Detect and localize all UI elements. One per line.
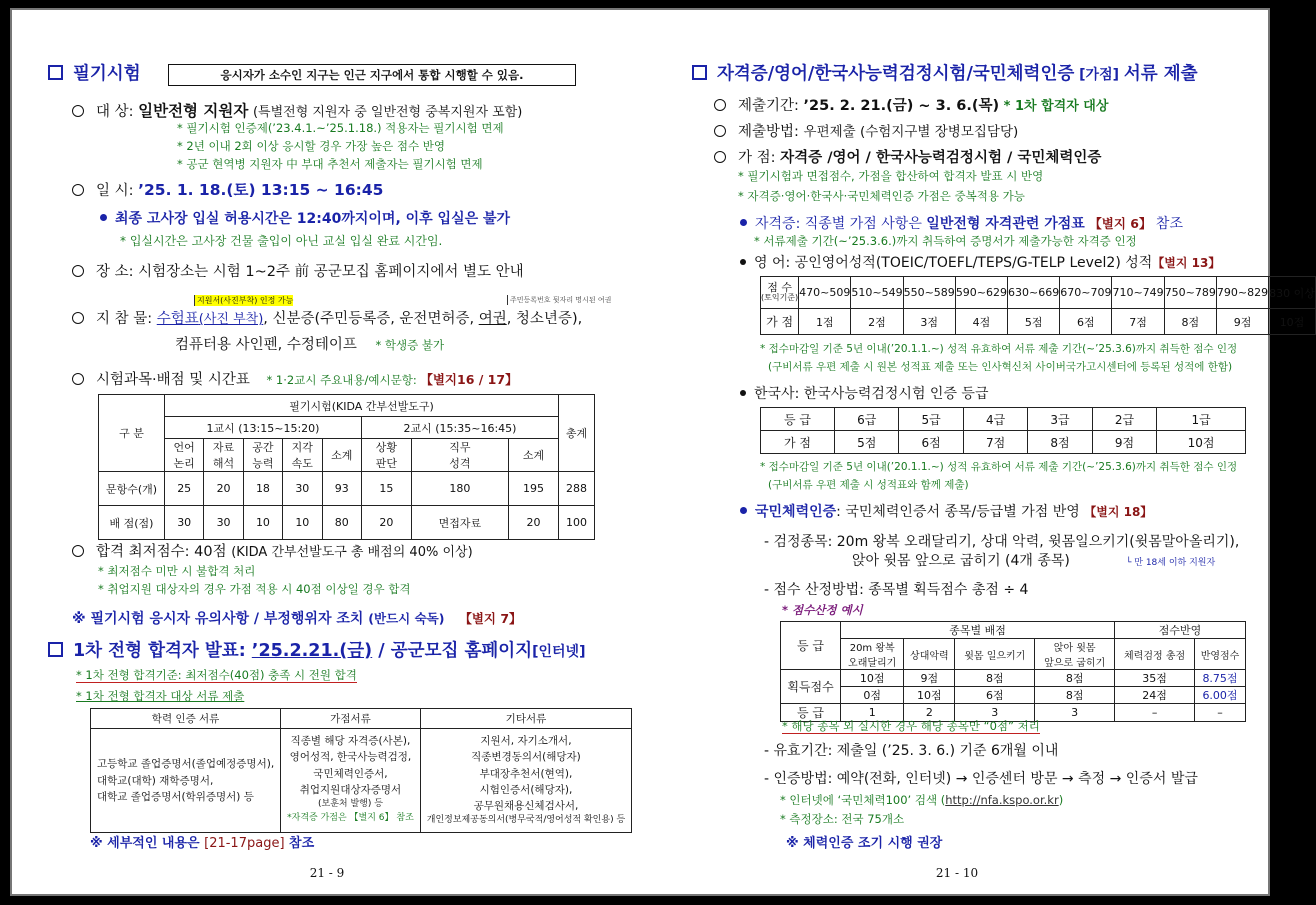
points-note-2: * 자격증·영어·한국사·국민체력인증 가점은 중복적용 가능 xyxy=(738,189,1025,203)
col-header: 종목별 배점 xyxy=(841,622,1115,639)
events-row: - 검정종목: 20m 왕복 오래달리기, 상대 악력, 윗몸일으키기(윗몸말아올리기), xyxy=(764,534,1240,550)
section-documents-title: 자격증/영어/한국사능력검정시험/국민체력인증 [가점] 서류 제출 xyxy=(692,60,1198,85)
other-docs-cell: 지원서, 자기소개서, 직종변경동의서(해당자) 부대장추천서(현역), 시험인증서(해당자), 공무원채용신체검사서, 개인정보제공동의서(병무국적/영어성적 확인용) 등 xyxy=(420,729,631,833)
subjects-row: 시험과목·배점 및 시간표 * 1·2교시 주요내용/예시문항: 【별지16 / 17】 xyxy=(72,368,518,389)
col-header: 점수반영 xyxy=(1115,622,1246,639)
col-header: 학력 인증 서류 xyxy=(91,709,281,729)
table-header: 1교시 (13:15~15:20) xyxy=(165,417,362,439)
nfa-link[interactable]: http://nfa.kspo.or.kr xyxy=(945,793,1059,807)
circle-bullet-icon xyxy=(714,125,726,137)
row-header: 등 급 xyxy=(761,408,835,431)
table-header: 필기시험(KIDA 간부선발도구) xyxy=(165,395,559,417)
square-bullet-icon xyxy=(48,642,63,657)
fitness-row: 국민체력인증: 국민체력인증서 종목/등급별 가점 반영 【별지 18】 xyxy=(740,501,1152,521)
english-row: 영 어: 공인영어성적(TOEIC/TOEFL/TEPS/G-TELP Level2) 성적【별지 13】 xyxy=(740,252,1220,272)
how-note-1: * 인터넷에 ‘국민체력100’ 검색 (http://nfa.kspo.or.kr) xyxy=(780,793,1064,807)
circle-bullet-icon xyxy=(72,265,84,277)
dot-bullet-icon xyxy=(740,259,746,265)
col-header: 자료 해석 xyxy=(204,439,243,472)
table-row: 문항수(개) 25 20 18 30 93 15 180 195 288 xyxy=(99,472,595,506)
page-right xyxy=(642,10,1315,898)
col-header: 소계 xyxy=(322,439,361,472)
history-grade-table: 등 급 6급 5급 4급 3급 2급 1급 가 점 5점 6점 7점 8점 9점 10점 xyxy=(760,407,1246,454)
english-score-table: 점 수 (토익기준) 470~509 510~549 550~589 590~629 630~669 670~709 710~749 750~789 790~829 830 이상 가 점 1점 2점 3점 4점 5점 6점 7점 8점 9점 10점 xyxy=(760,276,1316,335)
items-row: 지 참 물: 수험표(사진 부착), 신분증(주민등록증, 운전면허증, 여권, 청소년증), xyxy=(72,307,582,328)
id-note-highlight: 지원서(사진부착) 인정 가능 xyxy=(194,295,293,306)
exam-schedule-table xyxy=(98,394,595,540)
detail-ref: ※ 세부적인 내용은 [21-17page] 참조 xyxy=(90,836,315,851)
cert-row: 자격증: 직종별 가점 사항은 일반전형 자격관련 가점표 【별지 6】 참조 xyxy=(740,213,1183,233)
fitness-score-table: 등 급 종목별 배점 점수반영 20m 왕복 오래달리기 상대악력 윗몸 일으키기 앉아 윗몸 앞으로 굽히기 체력검정 총점 반영점수 획득점수 10점 9점 8점 8점 35점 8.75점 0점 10점 6점 8점 24점 6.00점 등 급 1 2 3 3 – – xyxy=(780,621,1246,722)
calc-row: - 점수 산정방법: 종목별 획득점수 총점 ÷ 4 xyxy=(764,582,1029,598)
date-row: 일 시: ’25. 1. 18.(토) 13:15 ~ 16:45 xyxy=(72,178,383,200)
cert-note: * 서류제출 기간(~’25.3.6.)까지 취득하여 증명서가 제출가능한 자격증 인정 xyxy=(754,234,1137,248)
calc-example-label: * 점수산정 예시 xyxy=(782,603,863,617)
items-row-2: 컴퓨터용 사인펜, 수정테이프 * 학생증 불가 xyxy=(175,337,445,353)
col-header: 직무 성격 xyxy=(411,439,508,472)
recommend-line: ※ 체력인증 조기 시행 권장 xyxy=(786,836,943,851)
col-header: 소계 xyxy=(509,439,559,472)
row-header: 점 수 (토익기준) xyxy=(761,277,799,309)
passport-note: 주민등록번호 뒷자리 명시된 여권 xyxy=(507,295,611,305)
events-row-2: 앉아 윗몸 앞으로 굽히기 (4개 종목) xyxy=(852,553,1070,569)
history-note-2: (구비서류 우편 제출 시 성적표와 함께 제출) xyxy=(768,479,969,491)
col-header: 가점서류 xyxy=(281,709,421,729)
points-note-1: * 필기시험과 면접점수, 가점을 합산하여 합격자 발표 시 반영 xyxy=(738,169,1044,183)
bonus-docs-cell: 직종별 해당 자격증(사본), 영어성적, 한국사능력검정, 국민체력인증서, 취업지원대상자증명서 (보훈처 발행) 등 *자격증 가점은 【별지 6】 참조 xyxy=(281,729,421,833)
page-number-left: 21 - 9 xyxy=(309,866,345,880)
target-note-2: * 2년 이내 2회 이상 응시할 경우 가장 높은 점수 반영 xyxy=(177,139,446,153)
row-header: 등 급 xyxy=(781,622,841,670)
row-header: 획득점수 xyxy=(781,670,841,704)
document-sheet xyxy=(10,8,1315,896)
target-row: 대 상: 일반전형 지원자 (특별전형 지원자 중 일반전형 중복지원자 포함) xyxy=(72,99,522,121)
events-age-note: └ 만 18세 이하 지원자 xyxy=(1126,558,1216,568)
circle-bullet-icon xyxy=(72,105,84,117)
circle-bullet-icon xyxy=(72,312,84,324)
square-bullet-icon xyxy=(692,65,707,80)
method-row: 제출방법: 우편제출 (수험지구별 장병모집담당) xyxy=(714,120,1018,141)
fitness-table-note: * 해당 종목 외 실시한 경우 해당 종목만 “0점” 처리 xyxy=(782,719,1040,733)
first-pass-note-2: * 1차 전형 합격자 대상 서류 제출 xyxy=(76,689,245,703)
section-written-exam-title: 필기시험 xyxy=(48,60,141,85)
target-note-3: * 공군 현역병 지원자 中 부대 추천서 제출자는 필기시험 면제 xyxy=(177,157,483,171)
square-bullet-icon xyxy=(48,65,63,80)
circle-bullet-icon xyxy=(72,545,84,557)
warning-line: ※ 필기시험 응시자 유의사항 / 부정행위자 조치 (반드시 숙독) 【별지 7】 xyxy=(72,611,522,627)
period-row: 제출기간: ’25. 2. 21.(금) ~ 3. 6.(목) * 1차 합격자 대상 xyxy=(714,94,1108,115)
pass-note-1: * 최저점수 미만 시 불합격 처리 xyxy=(98,564,256,578)
circle-bullet-icon xyxy=(72,184,84,196)
dot-bullet-icon xyxy=(740,219,747,226)
valid-row: - 유효기간: 제출일 (’25. 3. 6.) 기준 6개월 이내 xyxy=(764,743,1059,759)
target-note-1: * 필기시험 인증제(’23.4.1.~’25.1.18.) 적용자는 필기시험 면제 xyxy=(177,121,504,135)
table-header: 2교시 (15:35~16:45) xyxy=(361,417,558,439)
section-first-pass-title: 1차 전형 합격자 발표: ’25.2.21.(금) / 공군모집 홈페이지[인터넷] xyxy=(48,637,585,662)
place-row: 장 소: 시험장소는 시험 1~2주 前 공군모집 홈페이지에서 별도 안내 xyxy=(72,260,524,281)
table-header: 구 분 xyxy=(99,395,165,472)
history-row: 한국사: 한국사능력검정시험 인증 등급 xyxy=(740,383,988,403)
notice-box: 응시자가 소수인 지구는 인근 지구에서 통합 시행할 수 있음. xyxy=(168,64,576,86)
col-header: 언어 논리 xyxy=(165,439,204,472)
pass-note-2: * 취업지원 대상자의 경우 가점 적용 시 40점 이상일 경우 합격 xyxy=(98,582,411,596)
page-number-right: 21 - 10 xyxy=(935,866,979,880)
dot-bullet-icon xyxy=(100,214,107,221)
history-note-1: * 접수마감일 기준 5년 이내(’20.1.1.~) 성적 유효하여 서류 제출 기간(~’25.3.6)까지 취득한 점수 인정 xyxy=(760,461,1238,473)
col-header: 공간 능력 xyxy=(243,439,282,472)
page-left xyxy=(12,10,642,898)
dot-bullet-icon xyxy=(740,390,746,396)
how-row: - 인증방법: 예약(전화, 인터넷) → 인증센터 방문 → 측정 → 인증서 발급 xyxy=(764,771,1198,787)
pass-row: 합격 최저점수: 40점 (KIDA 간부선발도구 총 배점의 40% 이상) xyxy=(72,540,473,561)
row-header: 등 급 xyxy=(781,704,841,722)
row-header: 가 점 xyxy=(761,431,835,454)
english-note-2: (구비서류 우편 제출 시 원본 성적표 제출 또는 인사혁신처 사이버국가고시센터에 등록된 성적에 한함) xyxy=(768,361,1233,373)
documents-table xyxy=(90,708,632,833)
circle-bullet-icon xyxy=(714,151,726,163)
table-row: 배 점(점) 30 30 10 10 80 20 면접자료 20 100 xyxy=(99,506,595,540)
academic-docs-cell: 고등학교 졸업증명서(졸업예정증명서), 대학교(대학) 재학증명서, 대학교 졸업증명서(학위증명서) 등 xyxy=(91,729,281,833)
first-pass-note-1: * 1차 전형 합격기준: 최저점수(40점) 충족 시 전원 합격 xyxy=(76,668,357,682)
col-header: 지각 속도 xyxy=(283,439,322,472)
dot-bullet-icon xyxy=(740,507,747,514)
col-header: 기타서류 xyxy=(420,709,631,729)
col-header: 상황 판단 xyxy=(361,439,411,472)
table-header: 총계 xyxy=(559,395,595,472)
points-row: 가 점: 자격증 /영어 / 한국사능력검정시험 / 국민체력인증 xyxy=(714,146,1101,167)
english-note-1: * 접수마감일 기준 5년 이내(’20.1.1.~) 성적 유효하여 서류 제출 기간(~’25.3.6)까지 취득한 점수 인정 xyxy=(760,343,1238,355)
circle-bullet-icon xyxy=(714,99,726,111)
row-header: 가 점 xyxy=(761,309,799,335)
circle-bullet-icon xyxy=(72,373,84,385)
how-note-2: * 측정장소: 전국 75개소 xyxy=(780,812,905,826)
date-bullet: 최종 고사장 입실 허용시간은 12:40까지이며, 이후 입실은 불가 xyxy=(100,208,510,228)
date-note: * 입실시간은 고사장 건물 출입이 아닌 교실 입실 완료 시간임. xyxy=(120,234,443,248)
